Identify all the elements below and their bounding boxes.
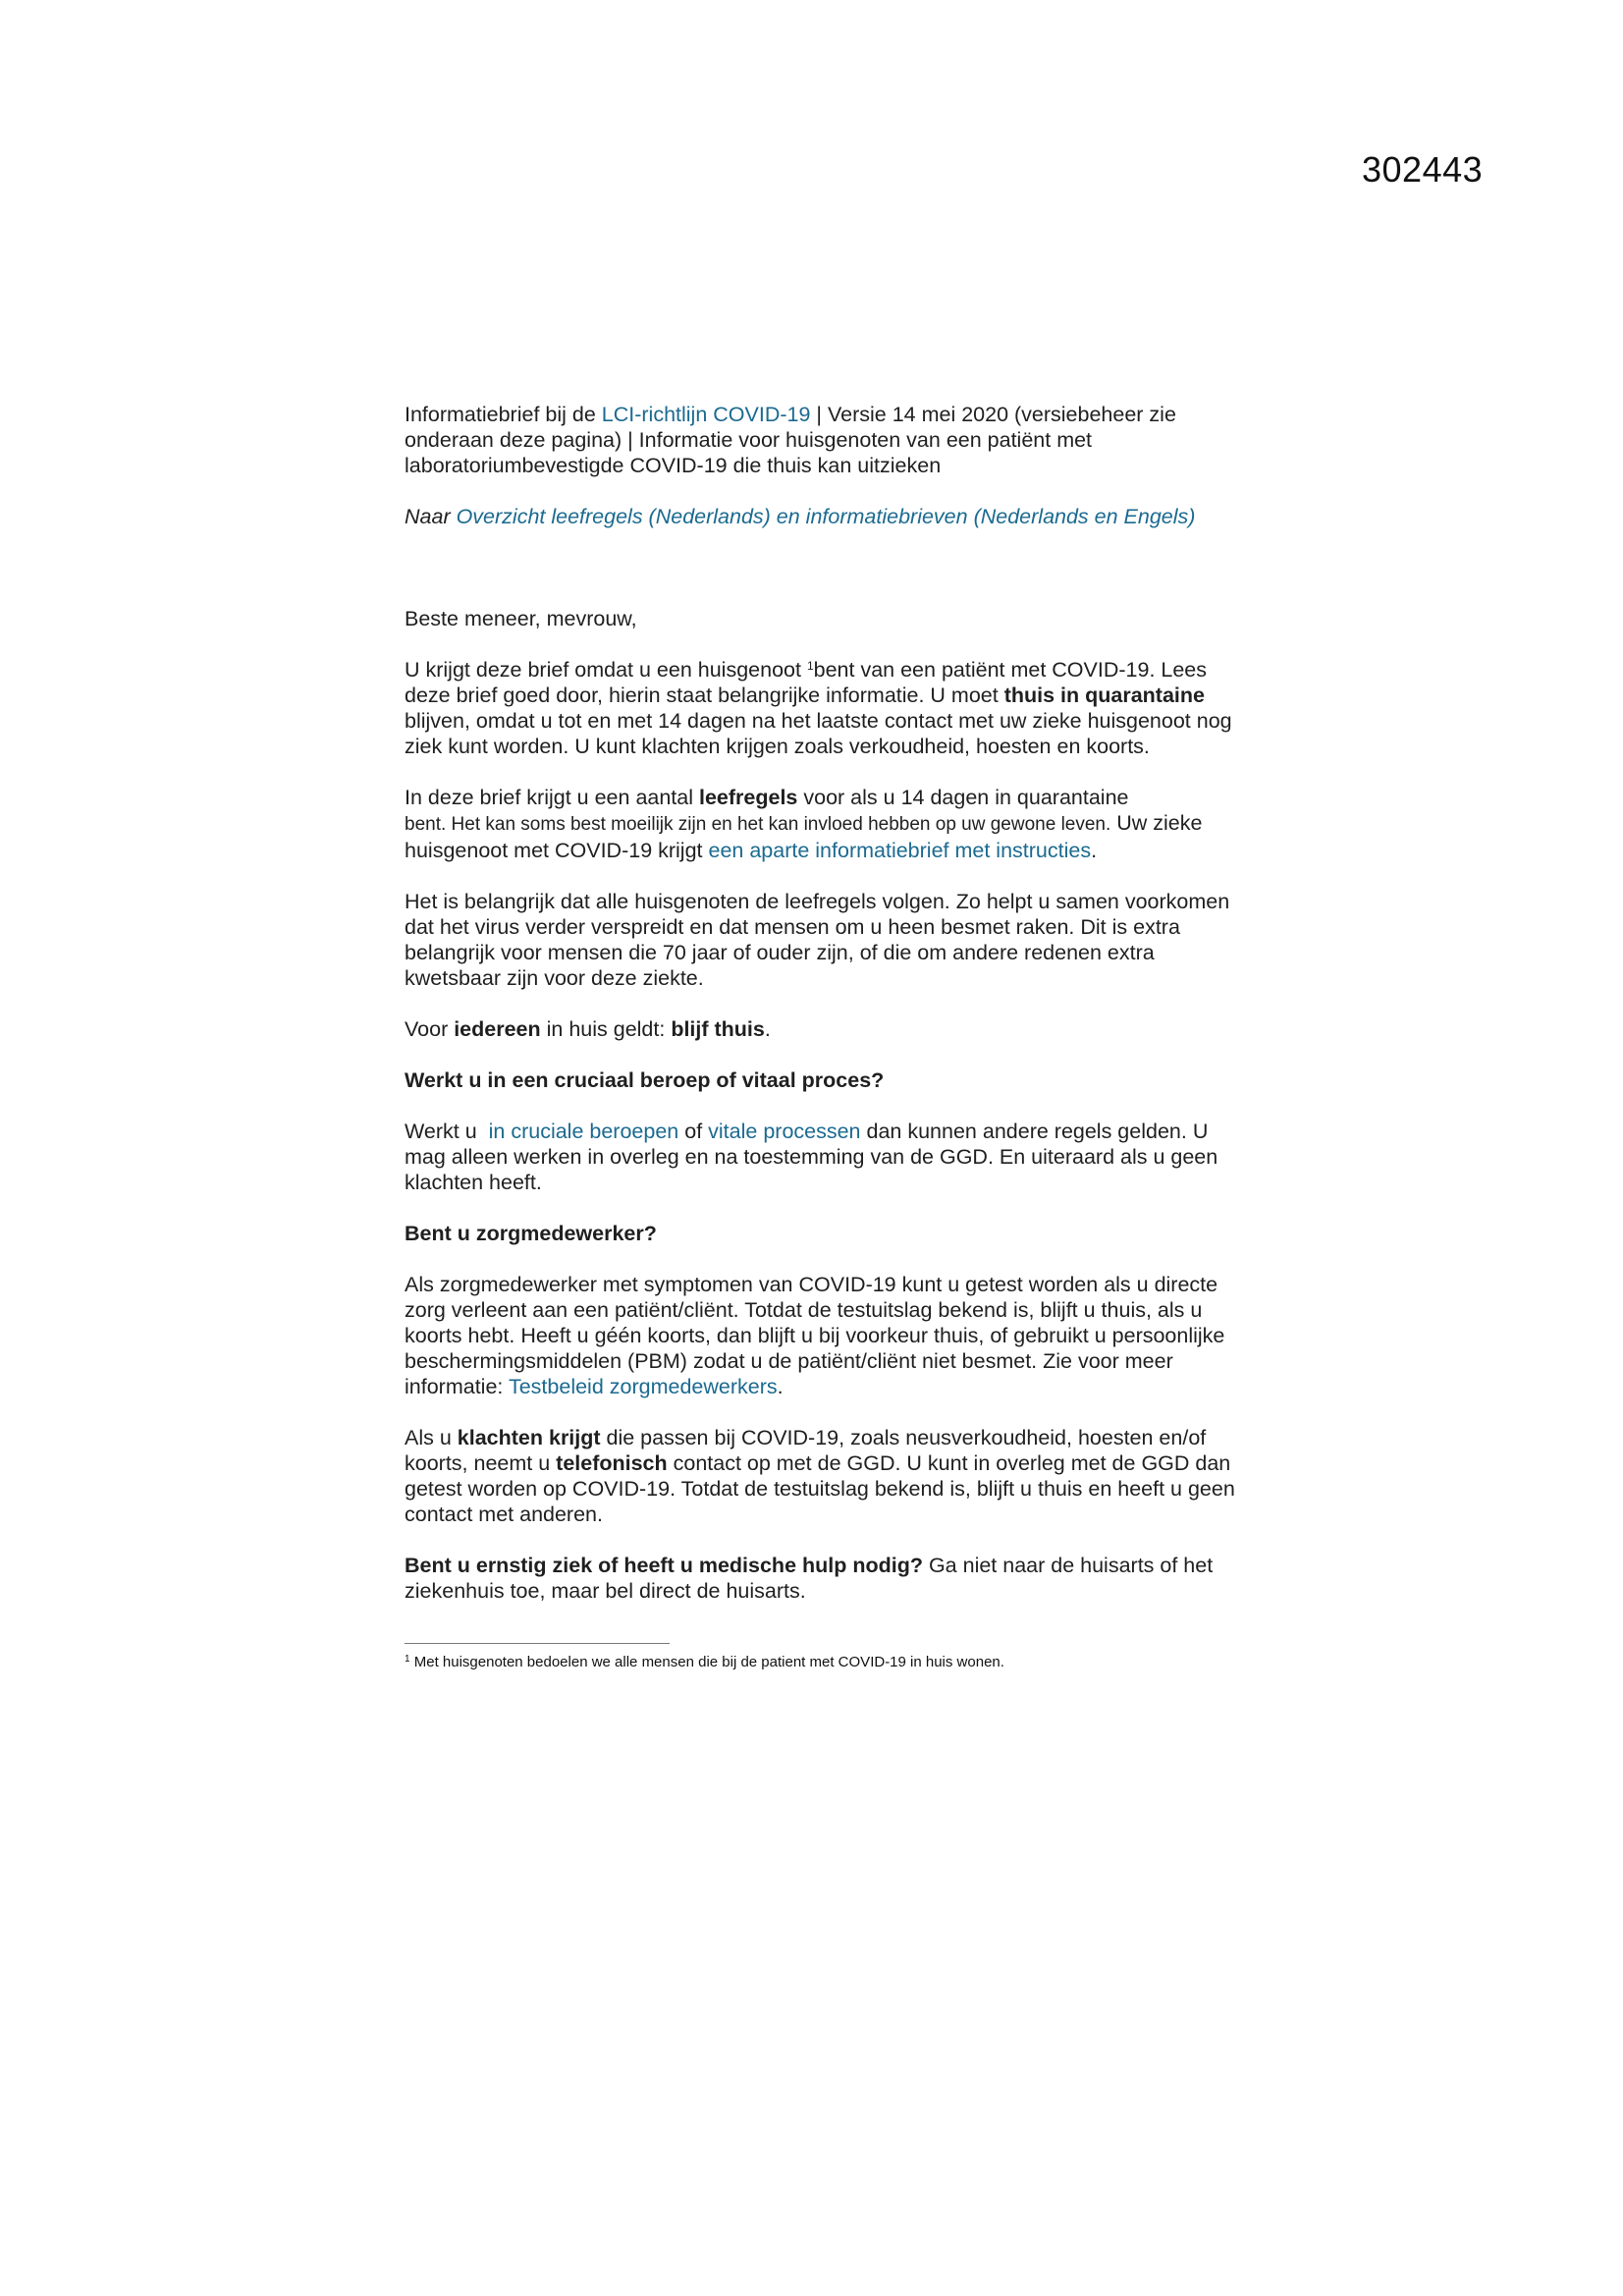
text: . bbox=[1091, 839, 1098, 862]
bold-text: telefonisch bbox=[556, 1451, 668, 1475]
text: U krijgt deze brief omdat u een huisgenoot bbox=[405, 658, 807, 682]
footnote-number: 1 bbox=[405, 1654, 410, 1665]
separate-letter-link[interactable]: een aparte informatiebrief met instructies bbox=[708, 839, 1092, 862]
heading-text: Werkt u in een cruciaal beroep of vitaal proces? bbox=[405, 1068, 885, 1092]
heading-text: Bent u zorgmedewerker? bbox=[405, 1222, 657, 1245]
text: Uw zieke huisgenoot met COVID-19 krijgt bbox=[405, 811, 1203, 862]
text: voor als u 14 dagen in quarantaine bbox=[797, 786, 1129, 809]
text: Werkt u bbox=[405, 1120, 489, 1143]
footnote bbox=[405, 1654, 1004, 1670]
text: die passen bij COVID-19, zoals neusverkoudheid, hoesten en/of koorts, neemt u bbox=[405, 1426, 1207, 1475]
bold-text: iedereen bbox=[454, 1017, 541, 1041]
paragraph-leefregels bbox=[405, 785, 1239, 863]
letter-body bbox=[405, 402, 1239, 1604]
heading-crucial-profession bbox=[405, 1067, 1239, 1093]
crucial-professions-link[interactable]: in cruciale beroepen bbox=[488, 1120, 679, 1143]
nav-line bbox=[405, 504, 1239, 529]
header-prefix: Informatiebrief bij de bbox=[405, 403, 602, 426]
bold-text: leefregels bbox=[699, 786, 798, 809]
bold-text: thuis in quarantaine bbox=[1003, 683, 1205, 707]
vital-processes-link[interactable]: vitale processen bbox=[708, 1120, 861, 1143]
text: of bbox=[678, 1120, 709, 1143]
text: contact op met de GGD. U kunt in overleg met de GGD dan getest worden op COVID-19. Totdat de testuitslag bekend is, blijft u thuis en heeft u geen contact met anderen. bbox=[405, 1451, 1235, 1526]
footnote-ref[interactable]: 1 bbox=[806, 659, 814, 673]
text: blijven, omdat u tot en met 14 dagen na het laatste contact met uw zieke huisgenoot nog ziek kunt worden. U kunt klachten krijgen zoals verkoudheid, hoesten en koorts. bbox=[405, 709, 1232, 758]
header-suffix: | Versie 14 mei 2020 (versiebeheer zie onderaan deze pagina) | Informatie voor huisgenoten van een patiënt met laboratoriumbevestigde COVID-19 die thuis kan uitzieken bbox=[405, 403, 1176, 477]
paragraph-crucial-profession bbox=[405, 1119, 1239, 1195]
paragraph-complaints bbox=[405, 1425, 1239, 1527]
text: Als u bbox=[405, 1426, 458, 1449]
paragraph-seriously-ill bbox=[405, 1553, 1239, 1604]
bold-text: blijf thuis bbox=[671, 1017, 765, 1041]
heading-healthcare-worker bbox=[405, 1221, 1239, 1246]
text: bent. Het kan soms best moeilijk zijn en het kan invloed hebben op uw gewone leven. bbox=[405, 814, 1111, 835]
header-line bbox=[405, 402, 1239, 478]
overview-link[interactable]: Overzicht leefregels (Nederlands) en informatiebrieven (Nederlands en Engels) bbox=[456, 505, 1196, 528]
paragraph-stay-home bbox=[405, 1016, 1239, 1042]
text: in huis geldt: bbox=[540, 1017, 672, 1041]
text: Voor bbox=[405, 1017, 455, 1041]
paragraph-healthcare-worker bbox=[405, 1272, 1239, 1399]
bold-text: Bent u ernstig ziek of heeft u medische hulp nodig? bbox=[405, 1554, 923, 1577]
guideline-link[interactable]: LCI-richtlijn COVID-19 bbox=[601, 403, 811, 426]
text: Ga niet naar de huisarts of het ziekenhuis toe, maar bel direct de huisarts. bbox=[405, 1554, 1214, 1603]
text: Als zorgmedewerker met symptomen van COVID-19 kunt u getest worden als u directe zorg verleent aan een patiënt/cliënt. Totdat de testuitslag bekend is, blijft u thuis, als u koorts hebt. Heeft u géén koorts, dan blijft u bij voorkeur thuis, of gebruikt u persoonlijke beschermingsmiddelen (PBM) zodat u de patiënt/cliënt niet besmet. Zie voor meer informatie: bbox=[405, 1273, 1225, 1398]
bold-text: klachten krijgt bbox=[457, 1426, 601, 1449]
text: dan kunnen andere regels gelden. U mag alleen werken in overleg en na toestemming van de GGD. En uiteraard als u geen klachten heeft. bbox=[405, 1120, 1218, 1194]
test-policy-link[interactable]: Testbeleid zorgmedewerkers bbox=[508, 1375, 778, 1398]
text: . bbox=[777, 1375, 784, 1398]
paragraph-intro bbox=[405, 657, 1239, 759]
footnote-divider bbox=[405, 1643, 670, 1644]
text: bent van een patiënt met COVID-19. Lees deze brief goed door, hierin staat belangrijke informatie. U moet bbox=[405, 658, 1208, 707]
text: In deze brief krijgt u een aantal bbox=[405, 786, 699, 809]
text: . bbox=[764, 1017, 771, 1041]
nav-prefix: Naar bbox=[405, 505, 457, 528]
paragraph-importance: Het is belangrijk dat alle huisgenoten de leefregels volgen. Zo helpt u samen voorkomen dat het virus verder verspreidt en dat mensen om u heen besmet raken. Dit is extra belangrijk voor mensen die 70 jaar of ouder zijn, of die om andere redenen extra kwetsbaar zijn voor deze ziekte. bbox=[405, 890, 1230, 990]
footnote-text: Met huisgenoten bedoelen we alle mensen die bij de patient met COVID-19 in huis wonen. bbox=[409, 1654, 1004, 1670]
document-id: 302443 bbox=[1362, 149, 1484, 190]
salutation: Beste meneer, mevrouw, bbox=[405, 607, 637, 630]
